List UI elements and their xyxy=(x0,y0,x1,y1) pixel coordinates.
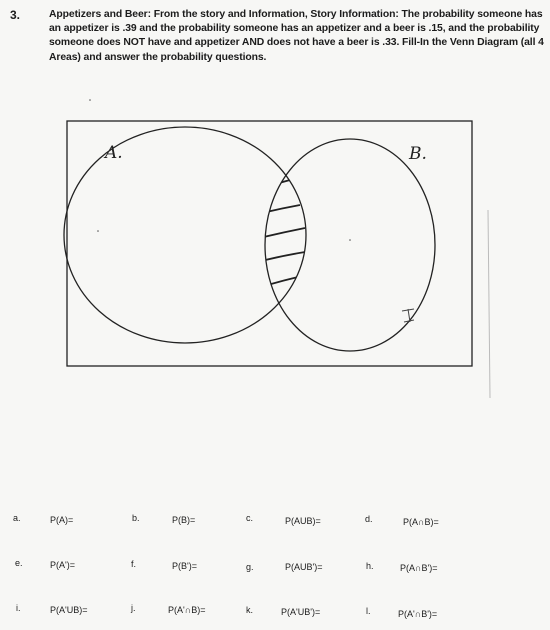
letter-g: g. xyxy=(246,562,254,572)
question-number: 3. xyxy=(10,8,21,22)
intersection-hatching xyxy=(228,139,435,351)
circle-a-label: A. xyxy=(105,143,123,163)
letter-l: l. xyxy=(366,606,371,616)
circle-b-label: B. xyxy=(409,144,427,164)
letter-d: d. xyxy=(365,514,373,524)
question-i: P(A'UB)= xyxy=(50,605,88,615)
question-g: P(AUB')= xyxy=(285,562,323,572)
letter-h: h. xyxy=(366,561,374,571)
question-c: P(AUB)= xyxy=(285,516,321,526)
question-b: P(B)= xyxy=(172,515,196,525)
pen-mark xyxy=(402,309,414,322)
question-e: P(A')= xyxy=(50,560,75,570)
question-l: P(A'∩B')= xyxy=(398,609,438,619)
letter-i: i. xyxy=(16,603,21,613)
question-a: P(A)= xyxy=(50,515,74,525)
question-j: P(A'∩B)= xyxy=(168,605,206,615)
question-k: P(A'UB')= xyxy=(281,607,321,617)
question-h: P(A∩B')= xyxy=(400,563,438,573)
letter-e: e. xyxy=(15,558,23,568)
question-d: P(A∩B)= xyxy=(403,517,439,527)
letter-a: a. xyxy=(13,513,21,523)
letter-b: b. xyxy=(132,513,140,523)
letter-c: c. xyxy=(246,513,254,523)
letter-j: j. xyxy=(131,603,136,613)
question-text: Appetizers and Beer: From the story and Information, Story Information: The probability someone has an appetizer is .39 and the probability someone has an appetizer and a beer is .15, and the probability someone does NOT have and appetizer AND does not have a beer is .33. Fill-In the Venn Diagram (all 4 Areas) and answer the probability questions. xyxy=(49,9,544,63)
question-f: P(B')= xyxy=(172,561,197,571)
letter-k: k. xyxy=(246,605,254,615)
letter-f: f. xyxy=(131,559,137,569)
